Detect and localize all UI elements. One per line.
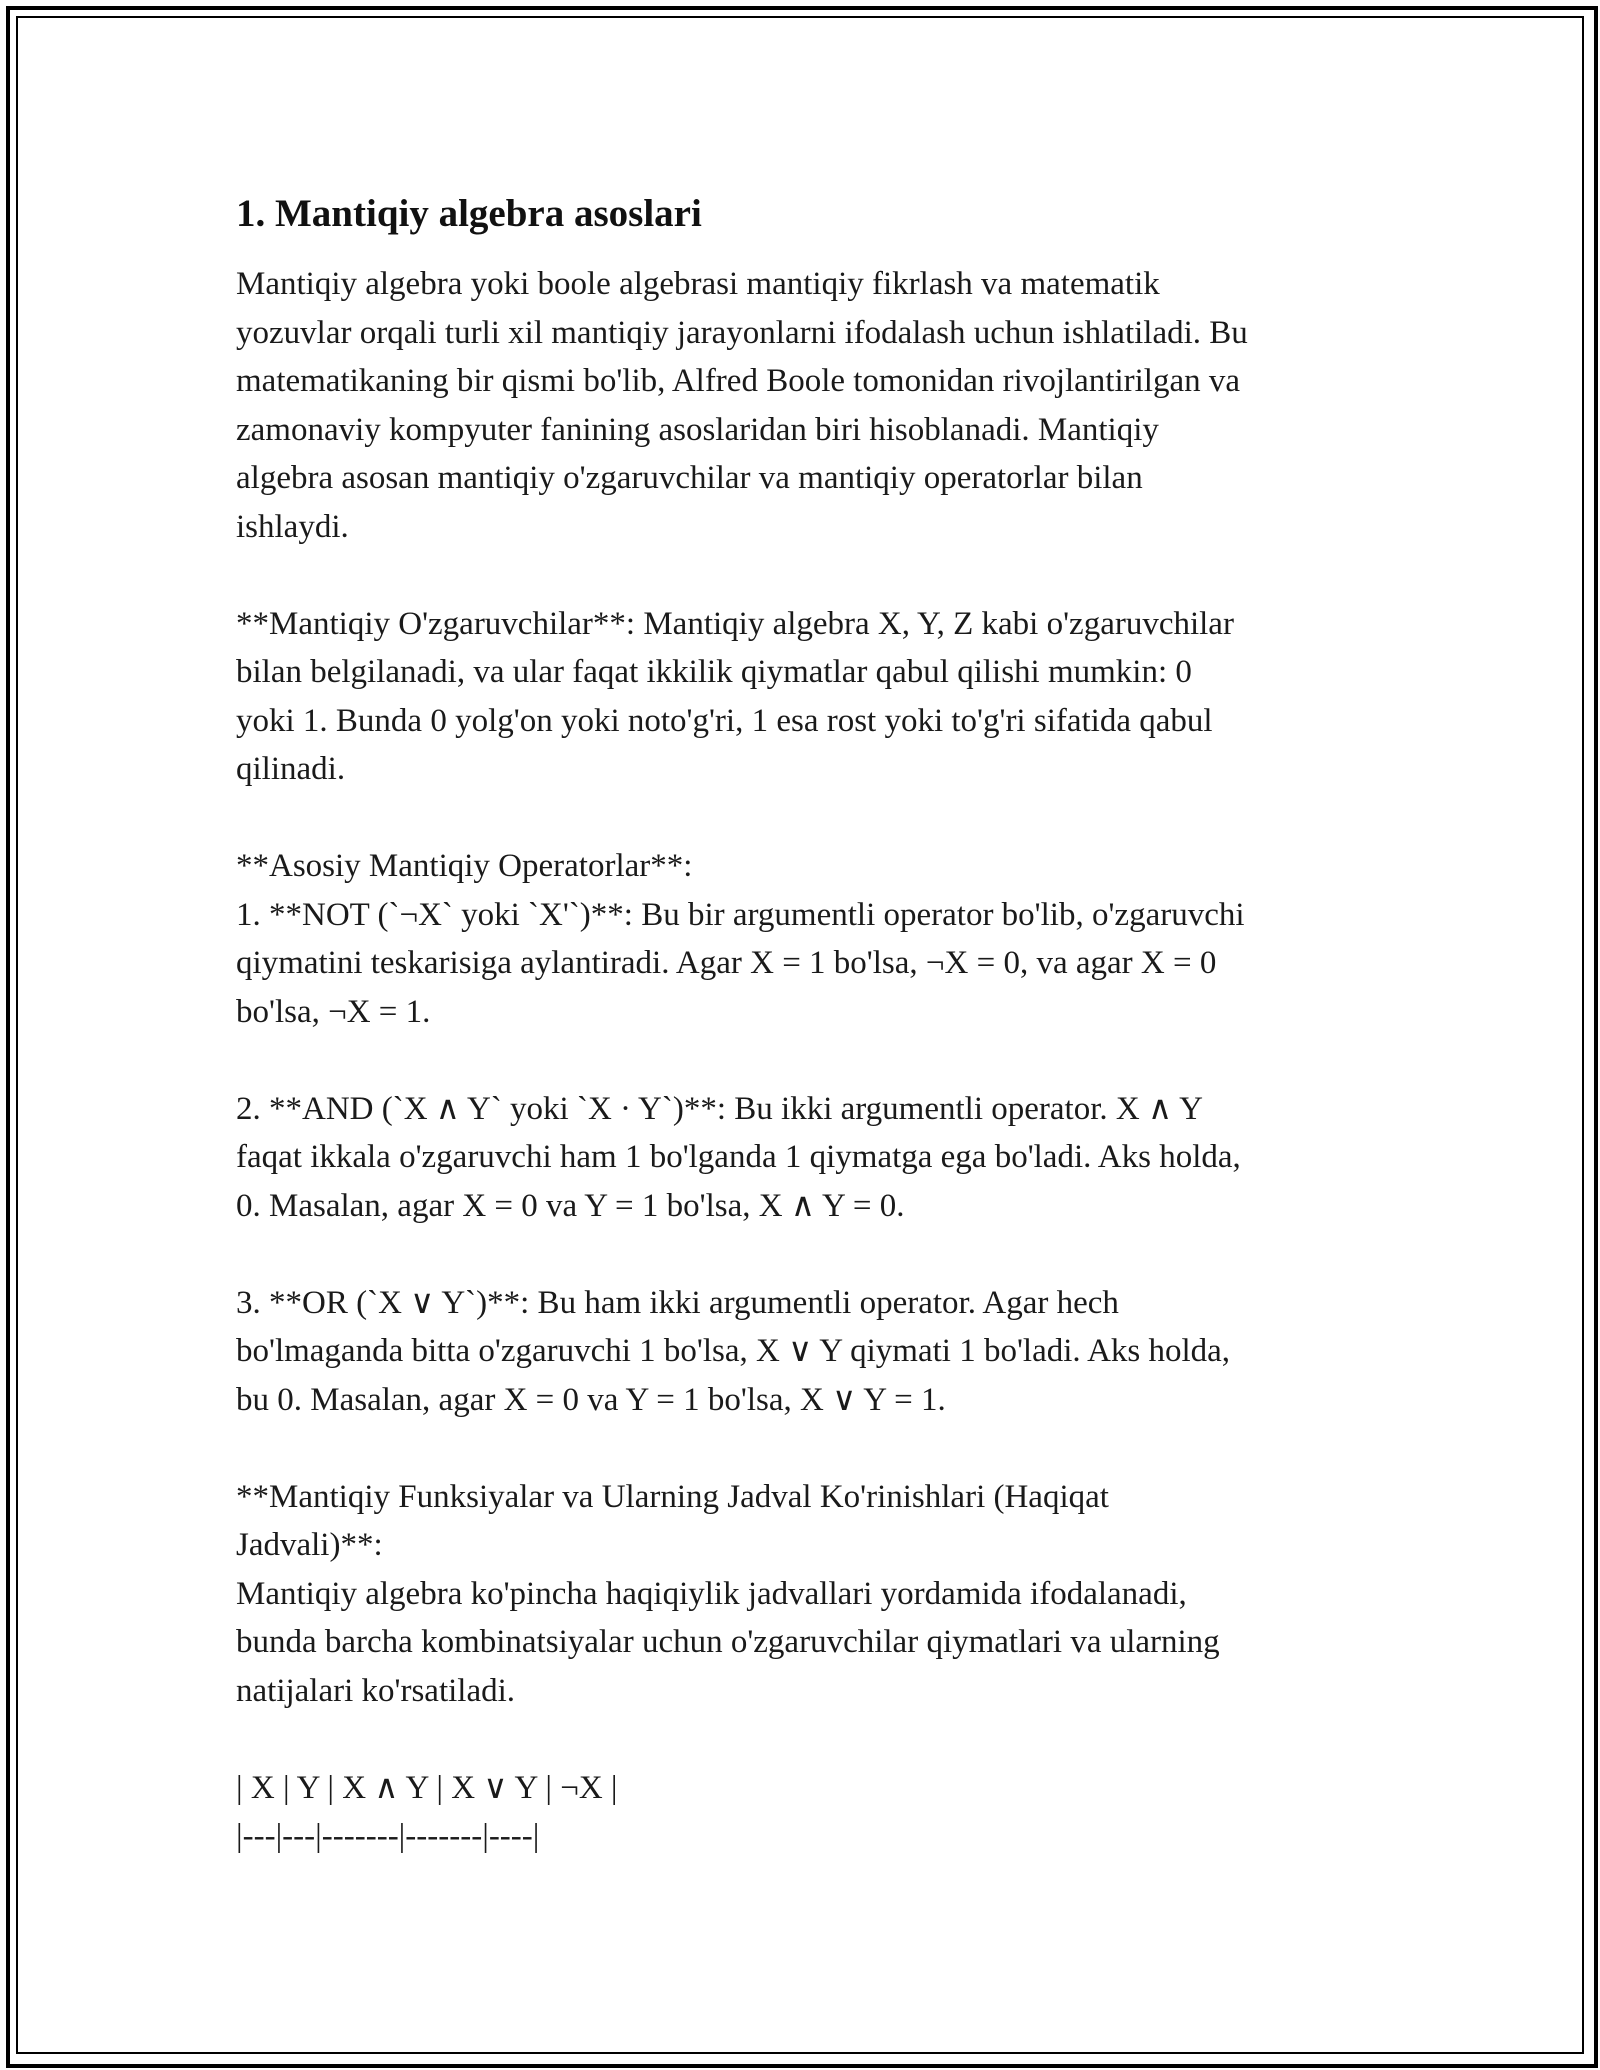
document-body [236,188,1376,1861]
operator-or-paragraph: 3. **OR (`X ∨ Y`)**: Bu ham ikki argumentli operator. Agar hech bo'lmaganda bitta o'zgaruvchi 1 bo'lsa, X ∨ Y qiymati 1 bo'ladi. Aks holda, bu 0. Masalan, agar X = 0 va Y = 1 bo'lsa, X ∨ Y = 1. [236,1284,1231,1418]
intro-paragraph: Mantiqiy algebra yoki boole algebrasi mantiqiy fikrlash va matematik yozuvlar orqali turli xil mantiqiy jarayonlarni ifodalash uchun ishlatiladi. Bu matematikaning bir qismi bo'lib, Alfred Boole tomonidan rivojlantirilgan va zamonaviy kompyuter fanining asoslaridan biri hisoblanadi. Mantiqiy algebra asosan mantiqiy o'zgaruvchilar va mantiqiy operatorlar bilan ishlaydi. [236,266,1248,545]
truth-table-separator-row: |---|---|-------|-------|----| [236,1818,540,1854]
operator-and-paragraph: 2. **AND (`X ∧ Y` yoki `X · Y`)**: Bu ikki argumentli operator. X ∧ Y faqat ikkala o'zgaruvchi ham 1 bo'lganda 1 qiymatga ega bo'ladi. Aks holda, 0. Masalan, agar X = 0 va Y = 1 bo'lsa, X ∧ Y = 0. [236,1090,1241,1224]
variables-paragraph: **Mantiqiy O'zgaruvchilar**: Mantiqiy algebra X, Y, Z kabi o'zgaruvchilar bilan belgilanadi, va ular faqat ikkilik qiymatlar qabul qilishi mumkin: 0 yoki 1. Bunda 0 yolg'on yoki noto'g'ri, 1 esa rost yoki to'g'ri sifatida qabul qilinadi. [236,605,1234,787]
operators-not-paragraph: **Asosiy Mantiqiy Operatorlar**: 1. **NOT (`¬X` yoki `X'`)**: Bu bir argumentli operator bo'lib, o'zgaruvchi qiymatini teskarisiga aylantiradi. Agar X = 1 bo'lsa, ¬X = 0, va agar X = 0 bo'lsa, ¬X = 1. [236,848,1245,1030]
truth-table-intro-paragraph: **Mantiqiy Funksiyalar va Ularning Jadval Ko'rinishlari (Haqiqat Jadvali)**: Mantiqiy algebra ko'pincha haqiqiylik jadvallari yordamida ifodalanadi, bunda barcha kombinatsiyalar uchun o'zgaruvchilar qiymatlari va ularning natijalari ko'rsatiladi. [236,1478,1220,1709]
truth-table-header-row: | X | Y | X ∧ Y | X ∨ Y | ¬X | [236,1769,618,1806]
section-heading: 1. Mantiqiy algebra asoslari [236,192,702,235]
